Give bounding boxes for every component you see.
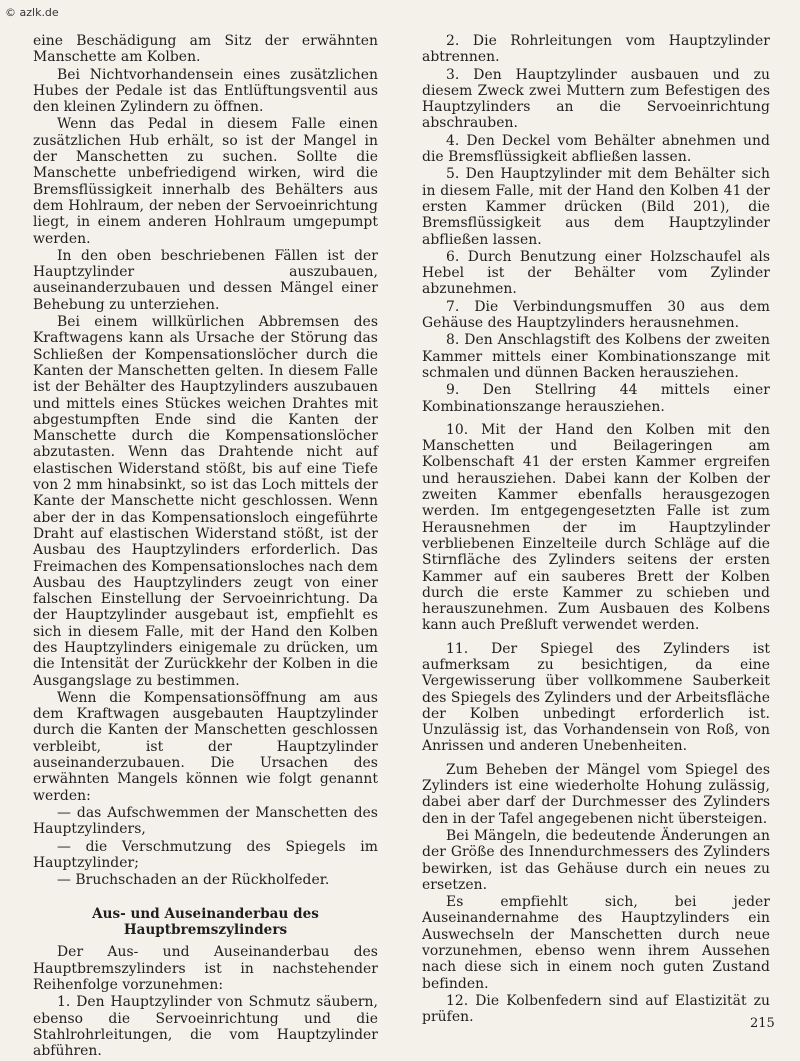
- paragraph: Bei Mängeln, die bedeutende Änderungen an der Größe des Innendurchmessers des Zylinders bewirken, ist das Gehäuse durch ein neues zu ersetzen.: [422, 827, 770, 893]
- paragraph: Wenn das Pedal in diesem Falle einen zusätzlichen Hub erhält, so ist der Mangel in der Manschetten zu suchen. Sollte die Manschette unbefriedigend wirken, wird die Bremsflüssigkeit innerhalb des Behälters aus dem Hohlraum, der neben der Servoeinrichtung liegt, in einem anderen Hohlraum umgepumpt werden.: [33, 116, 378, 247]
- list-item: 9. Den Stellring 44 mittels einer Kombinationszange herausziehen.: [422, 382, 770, 415]
- watermark: © azlk.de: [5, 6, 59, 19]
- paragraph: Wenn die Kompensationsöffnung am aus dem Kraftwagen ausgebauten Hauptzylinder durch die Kanten der Manschetten geschlossen verbleibt, ist der Hauptzylinder auseinanderzubauen. Die Ursachen des erwähnten Mangels können wie folgt genannt werden:: [33, 689, 378, 804]
- list-item: — Bruchschaden an der Rückholfeder.: [57, 872, 330, 889]
- paragraph: Es empfiehlt sich, bei jeder Auseinandernahme des Hauptzylinders ein Auswechseln der Manschetten durch neue vorzunehmen, ebenso wenn ihrem Aussehen nach diese sich in einem noch guten Zustand befinden.: [422, 894, 770, 992]
- list-item: 1. Den Hauptzylinder von Schmutz säubern, ebenso die Servoeinrichtung und die Stahlrohrleitungen, die vom Hauptzylinder abführen.: [33, 994, 378, 1060]
- list-item: 5. Den Hauptzylinder mit dem Behälter sich in diesem Falle, mit der Hand den Kolben 41 der ersten Kammer drücken (Bild 201), die Bremsflüssigkeit aus dem Hauptzylinder abfließen lassen.: [422, 166, 770, 248]
- section-heading: Aus- und Auseinanderbau des Hauptbremszylinders: [92, 906, 319, 939]
- right-column: [422, 33, 770, 1027]
- list-item: 8. Den Anschlagstift des Kolbens der zweiten Kammer mittels einer Kombinationszange mit schmalen und dünnen Backen herausziehen.: [422, 332, 770, 381]
- list-item: — die Verschmutzung des Spiegels im Hauptzylinder;: [33, 838, 378, 871]
- list-item: 11. Der Spiegel des Zylinders ist aufmerksam zu besichtigen, da eine Vergewisserung über vollkommene Sauberkeit des Spiegels des Zylinders und der Arbeitsfläche der Kolben unbedingt erforderlich ist. Unzulässig ist, das Vorhandensein von Roß, von Anrissen und anderen Unebenheiten.: [422, 640, 770, 755]
- paragraph: Zum Beheben der Mängel vom Spiegel des Zylinders ist eine wiederholte Hohung zulässig, dabei aber darf der Durchmesser des Zylinders den in der Tafel angegebenen nicht übersteigen.: [422, 761, 770, 827]
- list-item: 7. Die Verbindungsmuffen 30 aus dem Gehäuse des Hauptzylinders herausnehmen.: [422, 298, 770, 332]
- left-column: [33, 33, 378, 1061]
- paragraph: Bei Nichtvorhandensein eines zusätzlichen Hubes der Pedale ist das Entlüftungsventil aus den kleinen Zylindern zu öffnen.: [33, 66, 378, 116]
- paragraph: Bei einem willkürlichen Abbremsen des Kraftwagens kann als Ursache der Störung das Schließen der Kompensationslöcher durch die Kanten der Manschetten gelten. In diesem Falle ist der Behälter des Hauptzylinders auszubauen und mittels eines Stückes weichen Drahtes mit abgestumpften Ende sind die Kanten der Manschette durch die Kompensationslöcher abzutasten. Wenn das Drahtende nicht auf elastischen Widerstand stößt, bis auf eine Tiefe von 2 mm hinabsinkt, so ist das Loch mittels der Kante der Manschette nicht geschlossen. Wenn aber der in das Kompensationsloch eingeführte Draht auf elastischen Widerstand stößt, ist der Ausbau des Hauptzylinders erforderlich. Das Freimachen des Kompensationsloches nach dem Ausbau des Hauptzylinders zeugt von einer falschen Einstellung der Servoeinrichtung. Da der Hauptzylinder ausgebaut ist, empfiehlt es sich in diesem Falle, mit der Hand den Kolben des Hauptzylinders einigemale zu drücken, um die Intensität der Zurückkehr der Kolben in die Ausgangslage zu bestimmen.: [33, 314, 378, 689]
- list-item: 6. Durch Benutzung einer Holzschaufel als Hebel ist der Behälter vom Zylinder abzunehmen.: [422, 248, 770, 298]
- list-item: — das Aufschwemmen der Manschetten des Hauptzylinders,: [33, 804, 378, 838]
- list-item: 3. Den Hauptzylinder ausbauen und zu diesem Zweck zwei Muttern zum Befestigen des Hauptzylinders an die Servoeinrichtung abschrauben.: [422, 66, 770, 132]
- paragraph: eine Beschädigung am Sitz der erwähnten Manschette am Kolben.: [33, 33, 378, 66]
- list-item: 2. Die Rohrleitungen vom Hauptzylinder abtrennen.: [422, 33, 770, 66]
- paragraph: Der Aus- und Auseinanderbau des Hauptbremszylinders ist in nachstehender Reihenfolge vorzunehmen:: [33, 944, 378, 994]
- list-item: 10. Mit der Hand den Kolben mit den Manschetten und Beilageringen am Kolbenschaft 41 der ersten Kammer ergreifen und herausziehen. Dabei kann der Kolben der zweiten Kammer ebenfalls herausgezogen werden. Im entgegengesetzten Falle ist zum Herausnehmen der im Hauptzylinder verbliebenen Einzelteile durch Schläge auf die Stirnfläche des Zylinders seitens der ersten Kammer auf ein sauberes Brett der Kolben durch die erste Kammer zu schieben und herauszunehmen. Zum Ausbauen des Kolbens kann auch Preßluft verwendet werden.: [422, 421, 770, 634]
- paragraph: In den oben beschriebenen Fällen ist der Hauptzylinder auszubauen, auseinanderzubauen und dessen Mängel einer Behebung zu unterziehen.: [33, 247, 378, 313]
- list-item: 4. Den Deckel vom Behälter abnehmen und die Bremsflüssigkeit abfließen lassen.: [422, 132, 770, 166]
- list-item: 12. Die Kolbenfedern sind auf Elastizität zu prüfen.: [422, 992, 770, 1026]
- page-number: 215: [750, 1016, 775, 1031]
